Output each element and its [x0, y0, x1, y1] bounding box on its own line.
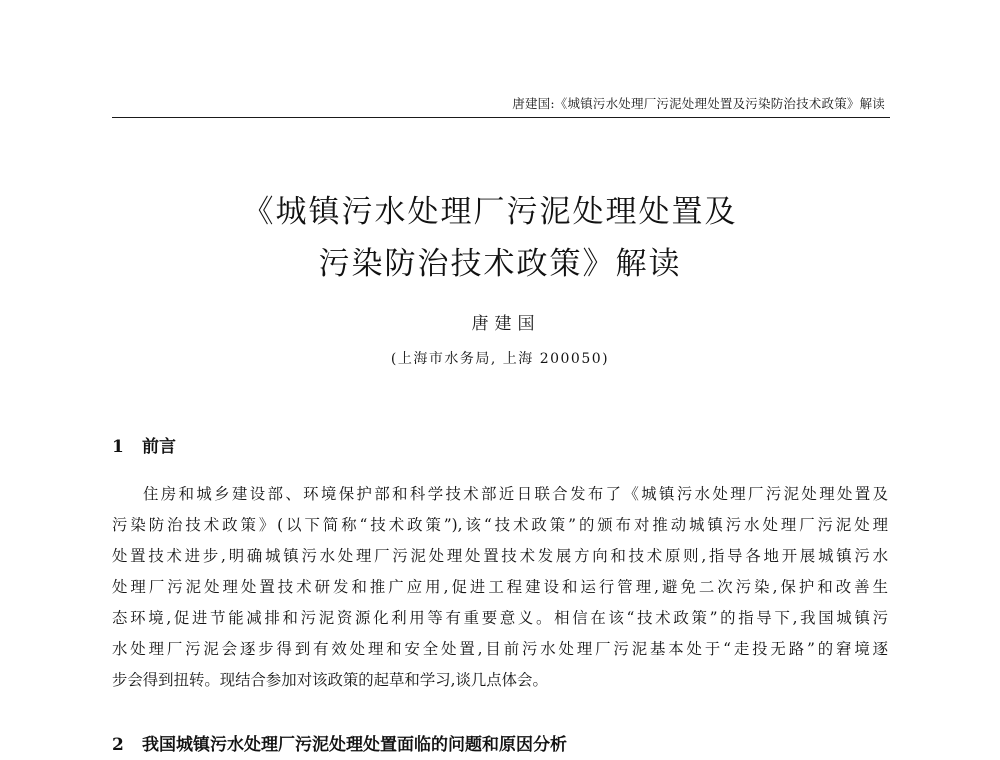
paragraph-line: 处置技术进步,明确城镇污水处理厂污泥处理处置技术发展方向和技术原则,指导各地开展城镇污水 — [112, 547, 888, 565]
header-rule — [112, 117, 890, 118]
section-2-title: 我国城镇污水处理厂污泥处理处置面临的问题和原因分析 — [142, 735, 567, 755]
paragraph-line: 态环境,促进节能减排和污泥资源化利用等有重要意义。相信在该“技术政策”的指导下,我国城镇污 — [112, 609, 888, 627]
author-affiliation: (上海市水务局, 上海 200050) — [390, 351, 610, 367]
paragraph-line: 污染防治技术政策》(以下简称“技术政策”),该“技术政策”的颁布对推动城镇污水处理厂污泥处理 — [112, 516, 888, 534]
running-header: 唐建国:《城镇污水处理厂污泥处理处置及污染防治技术政策》解读 — [512, 96, 885, 111]
title-line-1: 《城镇污水处理厂污泥处理处置及 — [242, 194, 738, 230]
section-2-heading — [112, 730, 567, 755]
paragraph-line: 水处理厂污泥会逐步得到有效处理和安全处置,目前污水处理厂污泥基本处于“走投无路”的窘境逐 — [112, 640, 888, 658]
paragraph-line: 步会得到扭转。现结合参加对该政策的起草和学习,谈几点体会。 — [112, 671, 548, 689]
section-2-number: 2 — [112, 735, 124, 755]
section-1-title: 前言 — [142, 437, 176, 457]
author-name: 唐建国 — [471, 314, 541, 334]
paragraph-line: 住房和城乡建设部、环境保护部和科学技术部近日联合发布了《城镇污水处理厂污泥处理处置及 — [143, 485, 888, 503]
section-1-number: 1 — [112, 437, 124, 457]
paragraph-line: 处理厂污泥处理处置技术研发和推广应用,促进工程建设和运行管理,避免二次污染,保护和改善生 — [112, 578, 888, 596]
section-1-paragraph — [112, 479, 888, 696]
title-line-2: 污染防治技术政策》解读 — [318, 246, 682, 282]
section-1-heading — [112, 432, 176, 457]
